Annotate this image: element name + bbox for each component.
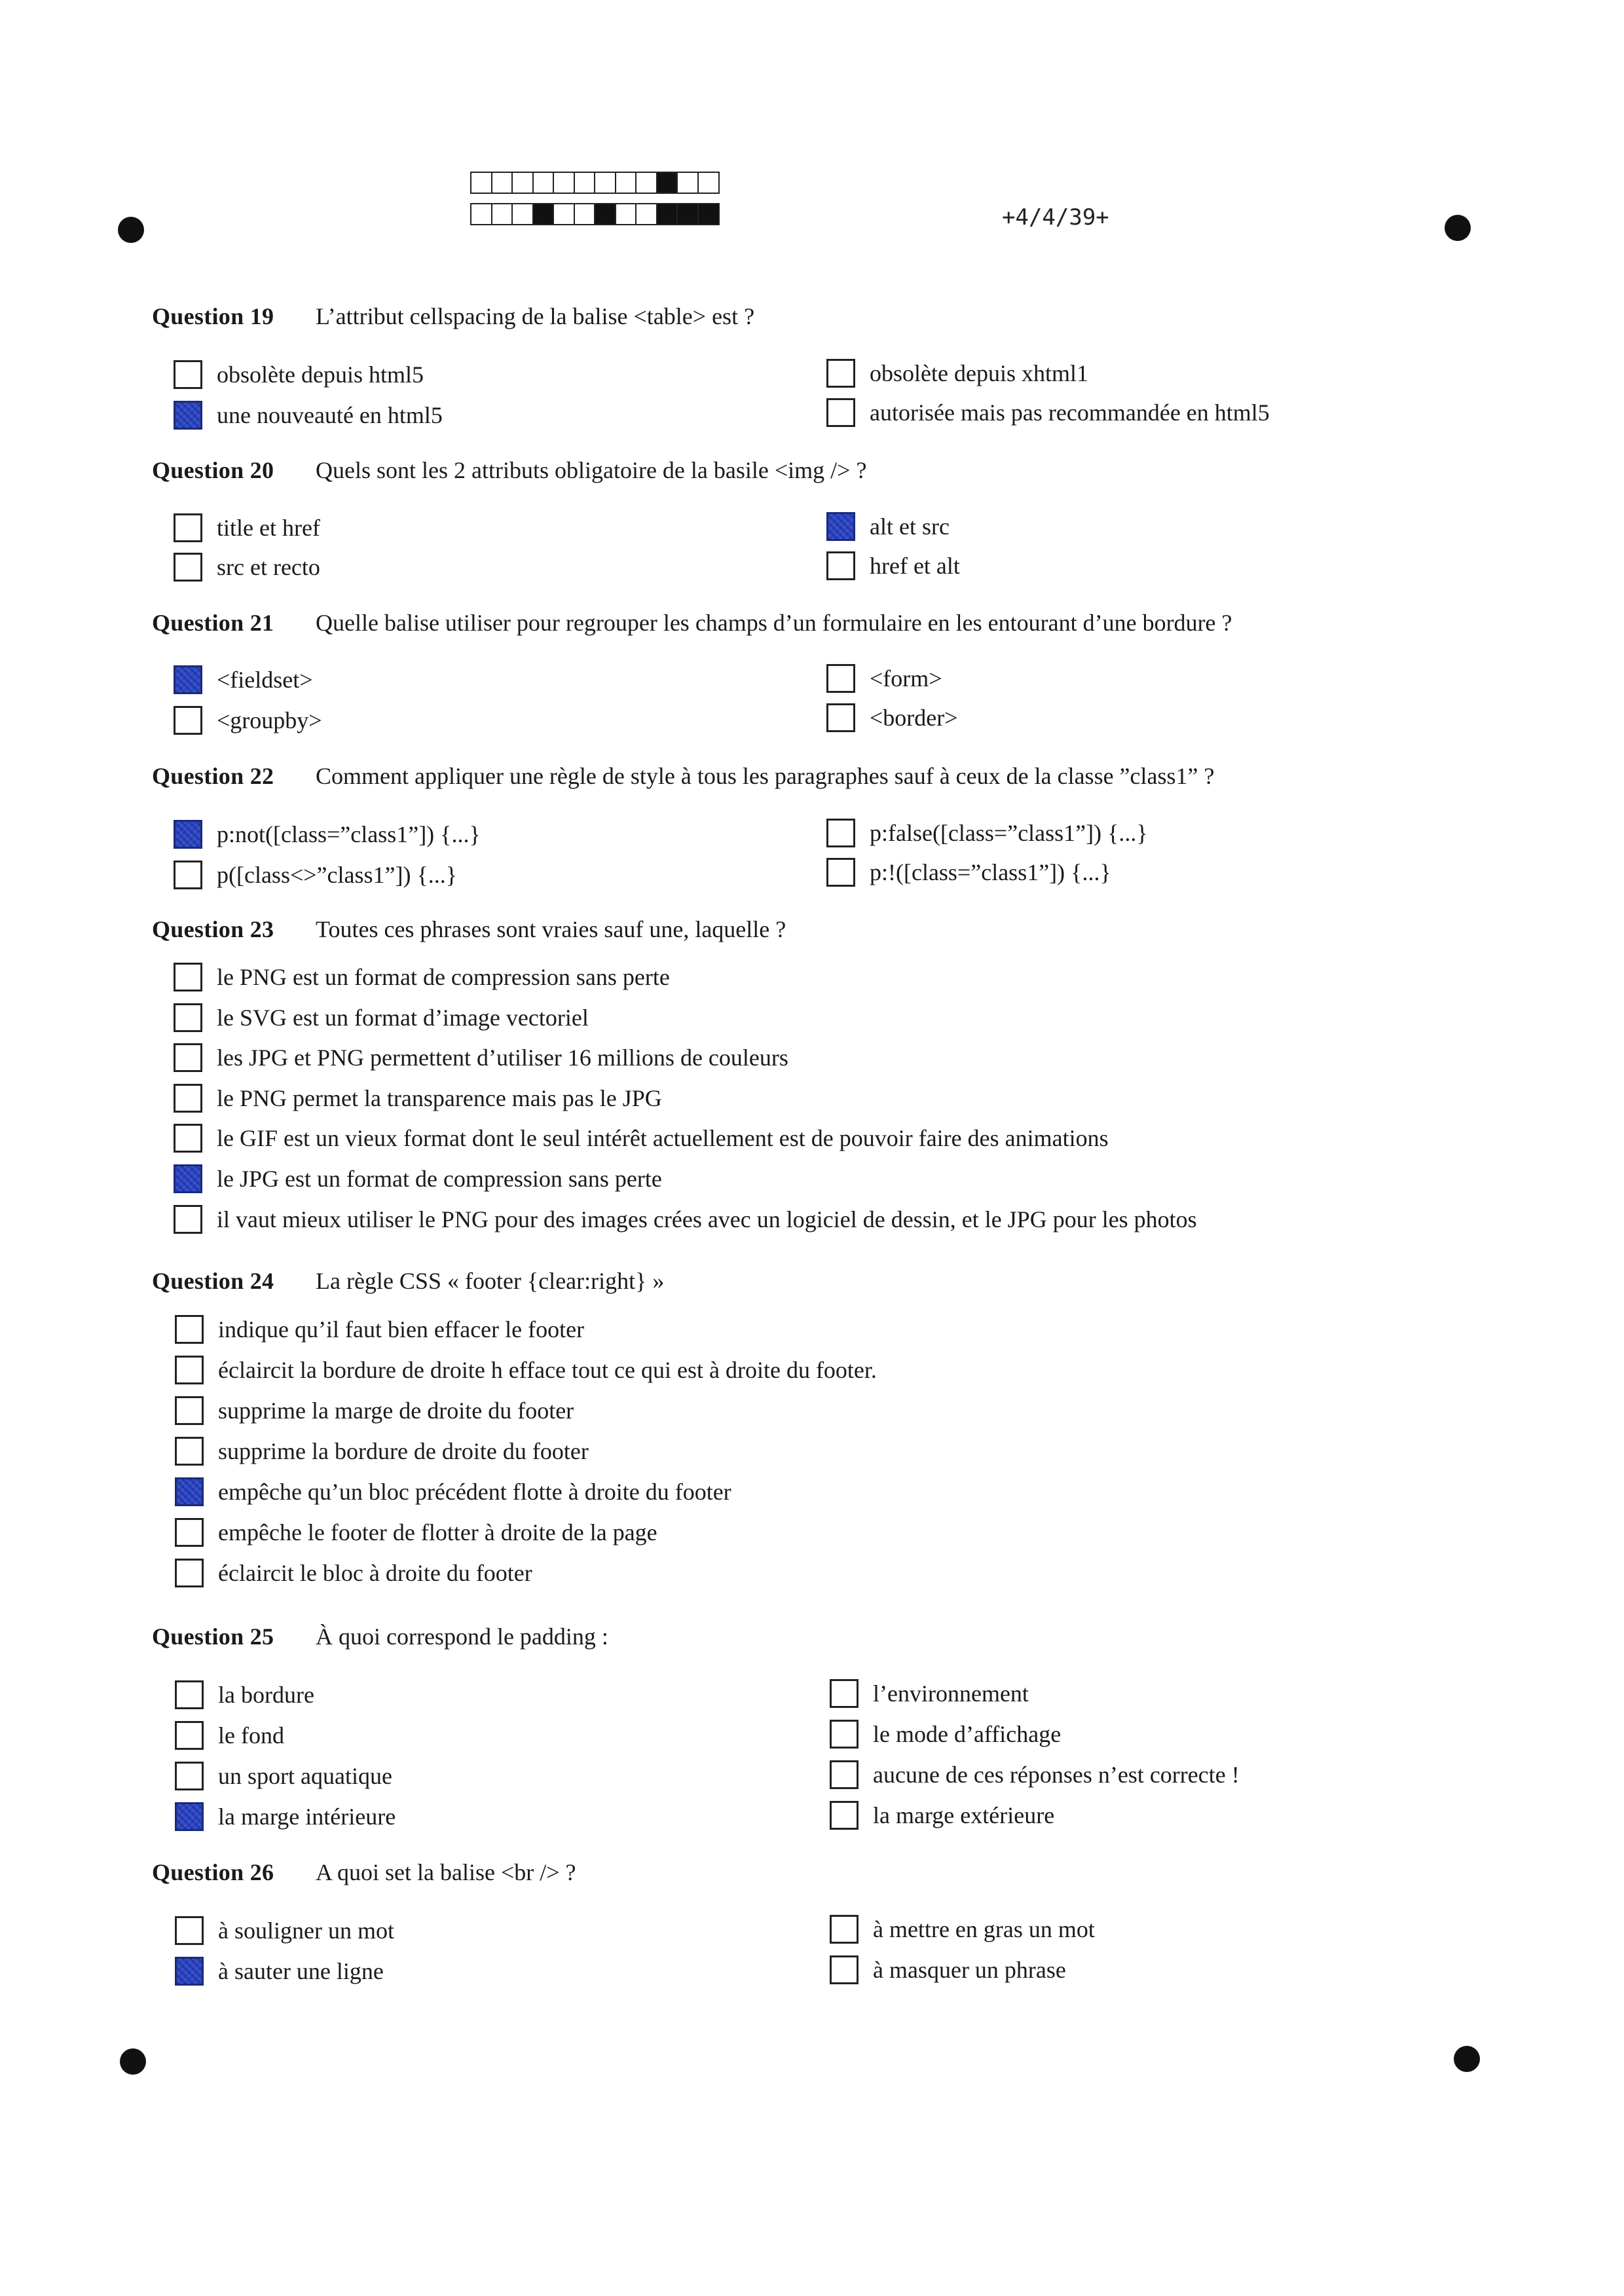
answer-checkbox[interactable] xyxy=(174,1164,202,1193)
answer-option[interactable] xyxy=(175,1396,574,1425)
answer-label: p([class<>”class1”]) {...} xyxy=(217,862,458,888)
answer-label: href et alt xyxy=(870,553,960,579)
answer-option[interactable] xyxy=(174,861,457,889)
answer-option[interactable] xyxy=(830,1801,1054,1830)
answer-label: obsolète depuis html5 xyxy=(217,361,424,388)
answer-option[interactable] xyxy=(174,963,670,991)
question-23 xyxy=(152,916,786,943)
answer-option[interactable] xyxy=(175,1762,392,1790)
answer-label: <fieldset> xyxy=(217,667,313,693)
page-code-row-2 xyxy=(470,203,718,225)
answer-label: le mode d’affichage xyxy=(873,1721,1061,1747)
answer-checkbox[interactable] xyxy=(175,1437,204,1466)
question-text: La règle CSS « footer {clear:right} » xyxy=(316,1268,665,1294)
answer-option[interactable] xyxy=(175,1356,877,1384)
answer-checkbox[interactable] xyxy=(174,665,202,694)
answer-label: le JPG est un format de compression sans perte xyxy=(217,1166,662,1192)
answer-option[interactable] xyxy=(826,858,1111,887)
code-cell xyxy=(491,203,513,225)
answer-label: à masquer un phrase xyxy=(873,1957,1066,1983)
answer-option[interactable] xyxy=(175,1916,394,1945)
answer-option[interactable] xyxy=(174,1043,788,1072)
answer-option[interactable] xyxy=(174,820,481,849)
answer-label: à sauter une ligne xyxy=(218,1958,384,1984)
answer-checkbox[interactable] xyxy=(175,1762,204,1790)
answer-option[interactable] xyxy=(830,1955,1066,1984)
answer-label: le GIF est un vieux format dont le seul intérêt actuellement est de pouvoir faire des animations xyxy=(217,1125,1109,1151)
answer-checkbox[interactable] xyxy=(174,963,202,991)
answer-option[interactable] xyxy=(830,1915,1095,1944)
answer-checkbox[interactable] xyxy=(175,1680,204,1709)
answer-label: le PNG est un format de compression sans perte xyxy=(217,964,670,990)
answer-checkbox[interactable] xyxy=(826,398,855,427)
code-cell xyxy=(615,172,637,194)
answer-label: empêche le footer de flotter à droite de la page xyxy=(218,1519,657,1546)
answer-checkbox[interactable] xyxy=(175,1518,204,1547)
answer-label: <groupby> xyxy=(217,707,322,733)
answer-checkbox[interactable] xyxy=(175,1396,204,1425)
answer-checkbox[interactable] xyxy=(826,512,855,541)
answer-option[interactable] xyxy=(175,1518,657,1547)
answer-label: un sport aquatique xyxy=(218,1763,392,1789)
answer-checkbox[interactable] xyxy=(826,858,855,887)
question-label: Question 22 xyxy=(152,763,274,789)
registration-mark-bottom-right xyxy=(1454,2046,1480,2072)
question-19 xyxy=(152,303,754,330)
code-cell xyxy=(676,172,699,194)
answer-checkbox[interactable] xyxy=(830,1720,858,1749)
code-cell xyxy=(511,203,534,225)
answer-checkbox[interactable] xyxy=(175,1916,204,1945)
answer-label: éclaircit la bordure de droite h efface tout ce qui est à droite du footer. xyxy=(218,1357,877,1383)
answer-label: supprime la marge de droite du footer xyxy=(218,1398,574,1424)
answer-option[interactable] xyxy=(174,1003,589,1032)
question-label: Question 21 xyxy=(152,610,274,636)
answer-label: la marge extérieure xyxy=(873,1802,1055,1828)
answer-label: <form> xyxy=(870,665,942,692)
answer-checkbox[interactable] xyxy=(174,861,202,889)
code-cell xyxy=(635,172,657,194)
answer-label: <border> xyxy=(870,705,958,731)
code-cell xyxy=(470,203,492,225)
answer-checkbox[interactable] xyxy=(175,1802,204,1831)
answer-checkbox[interactable] xyxy=(175,1721,204,1750)
answer-checkbox[interactable] xyxy=(175,1356,204,1384)
code-cell xyxy=(594,172,616,194)
question-25 xyxy=(152,1623,608,1650)
answer-label: indique qu’il faut bien effacer le footer xyxy=(218,1316,585,1342)
answer-checkbox[interactable] xyxy=(830,1801,858,1830)
answer-checkbox[interactable] xyxy=(830,1760,858,1789)
code-cell xyxy=(553,203,575,225)
answer-checkbox[interactable] xyxy=(174,1124,202,1153)
answer-option[interactable] xyxy=(175,1315,584,1344)
question-label: Question 26 xyxy=(152,1859,274,1885)
answer-checkbox[interactable] xyxy=(174,1205,202,1234)
answer-option[interactable] xyxy=(175,1680,314,1709)
code-cell xyxy=(491,172,513,194)
answer-option[interactable] xyxy=(174,553,320,582)
question-text: Quelle balise utiliser pour regrouper les champs d’un formulaire en les entourant d’une bordure ? xyxy=(316,610,1232,636)
answer-label: p:not([class=”class1”]) {...} xyxy=(217,821,481,847)
answer-option[interactable] xyxy=(175,1721,284,1750)
answer-option[interactable] xyxy=(826,512,950,541)
answer-label: la bordure xyxy=(218,1682,314,1708)
answer-option[interactable] xyxy=(826,551,960,580)
code-cell xyxy=(676,203,699,225)
answer-option[interactable] xyxy=(174,1124,1109,1153)
answer-option[interactable] xyxy=(826,703,958,732)
answer-checkbox[interactable] xyxy=(175,1315,204,1344)
answer-label: empêche qu’un bloc précédent flotte à droite du footer xyxy=(218,1479,731,1505)
answer-option[interactable] xyxy=(175,1477,731,1506)
code-cell xyxy=(470,172,492,194)
question-text: À quoi correspond le padding : xyxy=(316,1623,608,1650)
question-21 xyxy=(152,609,1232,637)
question-text: Comment appliquer une règle de style à tous les paragraphes sauf à ceux de la classe ”class1” ? xyxy=(316,763,1215,789)
answer-label: la marge intérieure xyxy=(218,1804,396,1830)
code-cell xyxy=(594,203,616,225)
question-label: Question 23 xyxy=(152,916,274,942)
answer-checkbox[interactable] xyxy=(174,820,202,849)
answer-checkbox[interactable] xyxy=(174,1003,202,1032)
answer-option[interactable] xyxy=(826,398,1270,427)
answer-checkbox[interactable] xyxy=(830,1679,858,1708)
code-cell xyxy=(635,203,657,225)
answer-option[interactable] xyxy=(174,360,424,389)
question-22 xyxy=(152,762,1214,790)
code-cell xyxy=(656,172,678,194)
answer-label: le fond xyxy=(218,1722,284,1749)
answer-option[interactable] xyxy=(175,1437,589,1466)
answer-label: title et href xyxy=(217,515,320,541)
answer-label: une nouveauté en html5 xyxy=(217,402,443,428)
answer-label: autorisée mais pas recommandée en html5 xyxy=(870,399,1270,426)
answer-checkbox[interactable] xyxy=(174,360,202,389)
question-text: Quels sont les 2 attributs obligatoire de la basile <img /> ? xyxy=(316,457,867,483)
answer-option[interactable] xyxy=(826,359,1088,388)
answer-label: supprime la bordure de droite du footer xyxy=(218,1438,589,1464)
answer-checkbox[interactable] xyxy=(174,1043,202,1072)
answer-option[interactable] xyxy=(174,513,320,542)
answer-label: l’environnement xyxy=(873,1680,1029,1707)
answer-checkbox[interactable] xyxy=(826,551,855,580)
question-20 xyxy=(152,456,866,484)
answer-label: p:!([class=”class1”]) {...} xyxy=(870,859,1111,885)
question-26 xyxy=(152,1859,576,1886)
answer-label: le SVG est un format d’image vectoriel xyxy=(217,1005,589,1031)
answer-label: p:false([class=”class1”]) {...} xyxy=(870,820,1148,846)
code-cell xyxy=(615,203,637,225)
code-cell xyxy=(553,172,575,194)
answer-option[interactable] xyxy=(175,1559,532,1587)
answer-checkbox[interactable] xyxy=(175,1559,204,1587)
answer-checkbox[interactable] xyxy=(174,553,202,582)
answer-checkbox[interactable] xyxy=(174,401,202,430)
code-cell xyxy=(574,203,596,225)
answer-checkbox[interactable] xyxy=(174,706,202,735)
answer-option[interactable] xyxy=(174,1164,662,1193)
answer-option[interactable] xyxy=(174,1084,662,1113)
question-label: Question 19 xyxy=(152,303,274,329)
page-code-row-1 xyxy=(470,172,718,194)
page-id: +4/4/39+ xyxy=(1002,204,1109,231)
code-cell xyxy=(532,203,555,225)
question-text: Toutes ces phrases sont vraies sauf une, laquelle ? xyxy=(316,916,786,942)
answer-option[interactable] xyxy=(174,1205,1197,1234)
answer-checkbox[interactable] xyxy=(826,819,855,847)
answer-checkbox[interactable] xyxy=(826,664,855,693)
answer-checkbox[interactable] xyxy=(174,1084,202,1113)
question-label: Question 20 xyxy=(152,457,274,483)
answer-checkbox[interactable] xyxy=(175,1957,204,1986)
registration-mark-top-left xyxy=(118,217,144,243)
answer-label: à mettre en gras un mot xyxy=(873,1916,1095,1942)
answer-option[interactable] xyxy=(174,401,443,430)
question-label: Question 24 xyxy=(152,1268,274,1294)
answer-checkbox[interactable] xyxy=(174,513,202,542)
answer-option[interactable] xyxy=(826,664,942,693)
answer-option[interactable] xyxy=(175,1802,396,1831)
code-cell xyxy=(697,172,720,194)
code-cell xyxy=(574,172,596,194)
answer-label: les JPG et PNG permettent d’utiliser 16 millions de couleurs xyxy=(217,1045,788,1071)
answer-option[interactable] xyxy=(175,1957,384,1986)
answer-checkbox[interactable] xyxy=(826,703,855,732)
question-24 xyxy=(152,1267,664,1295)
code-cell xyxy=(511,172,534,194)
registration-mark-top-right xyxy=(1445,215,1471,241)
answer-label: alt et src xyxy=(870,513,950,540)
answer-option[interactable] xyxy=(830,1679,1029,1708)
answer-label: le PNG permet la transparence mais pas le JPG xyxy=(217,1085,662,1111)
answer-option[interactable] xyxy=(174,706,322,735)
question-label: Question 25 xyxy=(152,1623,274,1650)
answer-option[interactable] xyxy=(826,819,1148,847)
code-cell xyxy=(697,203,720,225)
question-text: A quoi set la balise <br /> ? xyxy=(316,1859,576,1885)
question-text: L’attribut cellspacing de la balise <table> est ? xyxy=(316,303,755,329)
registration-mark-bottom-left xyxy=(120,2048,146,2075)
answer-label: à souligner un mot xyxy=(218,1917,394,1944)
answer-label: src et recto xyxy=(217,554,320,580)
answer-option[interactable] xyxy=(830,1760,1240,1789)
answer-label: aucune de ces réponses n’est correcte ! xyxy=(873,1762,1240,1788)
answer-label: obsolète depuis xhtml1 xyxy=(870,360,1088,386)
answer-checkbox[interactable] xyxy=(830,1915,858,1944)
answer-option[interactable] xyxy=(830,1720,1061,1749)
answer-checkbox[interactable] xyxy=(175,1477,204,1506)
code-cell xyxy=(532,172,555,194)
answer-option[interactable] xyxy=(174,665,313,694)
answer-checkbox[interactable] xyxy=(826,359,855,388)
answer-label: il vaut mieux utiliser le PNG pour des images crées avec un logiciel de dessin, et le JPG pour les photos xyxy=(217,1206,1197,1232)
answer-checkbox[interactable] xyxy=(830,1955,858,1984)
code-cell xyxy=(656,203,678,225)
answer-label: éclaircit le bloc à droite du footer xyxy=(218,1560,532,1586)
